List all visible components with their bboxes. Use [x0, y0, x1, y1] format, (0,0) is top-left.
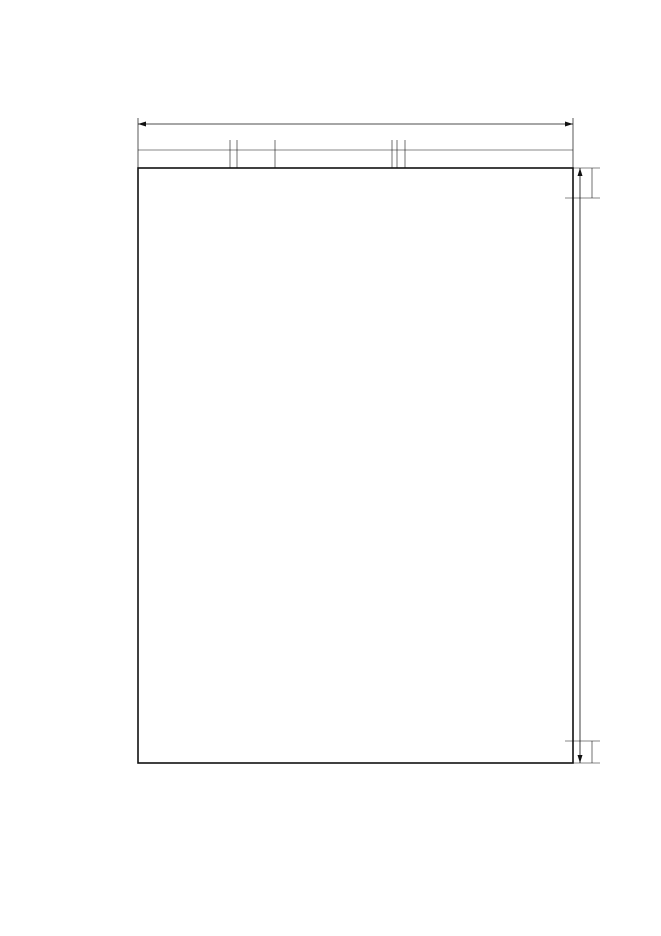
form-border — [138, 168, 573, 763]
form-frame — [138, 118, 600, 763]
